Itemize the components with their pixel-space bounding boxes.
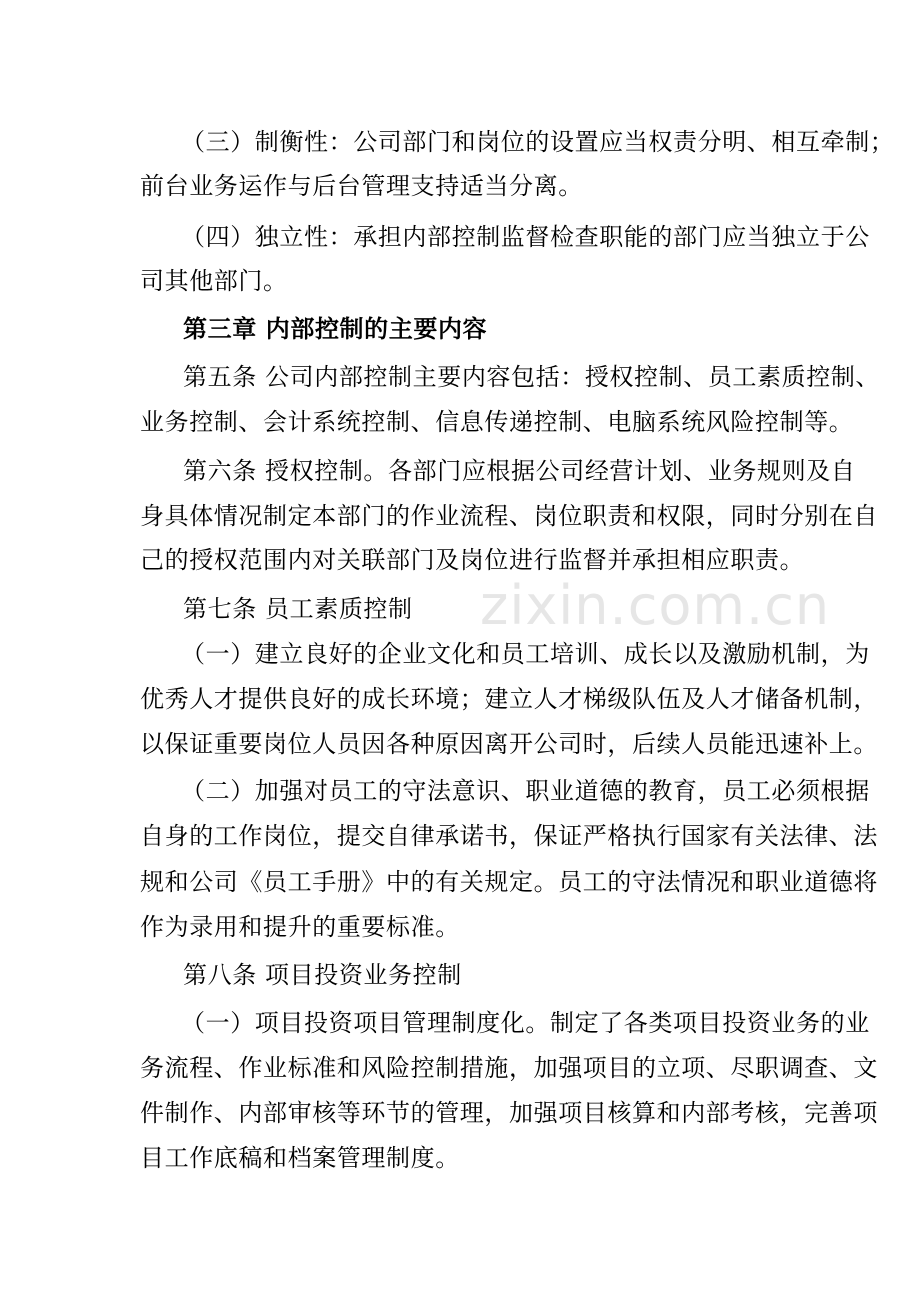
paragraph-line: 第五条 公司内部控制主要内容包括：授权控制、员工素质控制、	[183, 363, 881, 391]
paragraph-line: 目工作底稿和档案管理制度。	[140, 1144, 460, 1172]
paragraph-line: 第六条 授权控制。各部门应根据公司经营计划、业务规则及自	[183, 457, 856, 485]
paragraph-line: （三）制衡性：公司部门和岗位的设置应当权责分明、相互牵制；	[181, 128, 895, 156]
section-heading: 第八条 项目投资业务控制	[183, 961, 462, 989]
paragraph-line: 己的授权范围内对关联部门及岗位进行监督并承担相应职责。	[140, 546, 805, 574]
paragraph-line: 务流程、作业标准和风险控制措施，加强项目的立项、尽职调查、文	[140, 1054, 878, 1082]
paragraph-line: 前台业务运作与后台管理支持适当分离。	[140, 172, 583, 200]
paragraph-line: （一）建立良好的企业文化和员工培训、成长以及激励机制，为	[181, 640, 870, 668]
paragraph-line: （一）项目投资项目管理制度化。制定了各类项目投资业务的业	[181, 1009, 870, 1037]
paragraph-line: 优秀人才提供良好的成长环境；建立人才梯级队伍及人才储备机制，	[140, 685, 878, 713]
paragraph-line: 以保证重要岗位人员因各种原因离开公司时，后续人员能迅速补上。	[140, 730, 878, 758]
paragraph-line: 司其他部门。	[140, 267, 288, 295]
section-heading: 第七条 员工素质控制	[183, 595, 413, 623]
paragraph-line: （二）加强对员工的守法意识、职业道德的教育，员工必须根据	[181, 777, 870, 805]
chapter-heading: 第三章 内部控制的主要内容	[183, 314, 488, 343]
paragraph-line: 件制作、内部审核等环节的管理，加强项目核算和内部考核，完善项	[140, 1099, 878, 1127]
paragraph-line: （四）独立性：承担内部控制监督检查职能的部门应当独立于公	[181, 223, 870, 251]
paragraph-line: 身具体情况制定本部门的作业流程、岗位职责和权限，同时分别在自	[140, 502, 878, 530]
paragraph-line: 作为录用和提升的重要标准。	[140, 913, 460, 941]
paragraph-line: 自身的工作岗位，提交自律承诺书，保证严格执行国家有关法律、法	[140, 822, 878, 850]
watermark: zixin.com.cn	[480, 574, 831, 637]
paragraph-line: 业务控制、会计系统控制、信息传递控制、电脑系统风险控制等。	[140, 408, 854, 436]
paragraph-line: 规和公司《员工手册》中的有关规定。员工的守法情况和职业道德将	[140, 868, 878, 896]
